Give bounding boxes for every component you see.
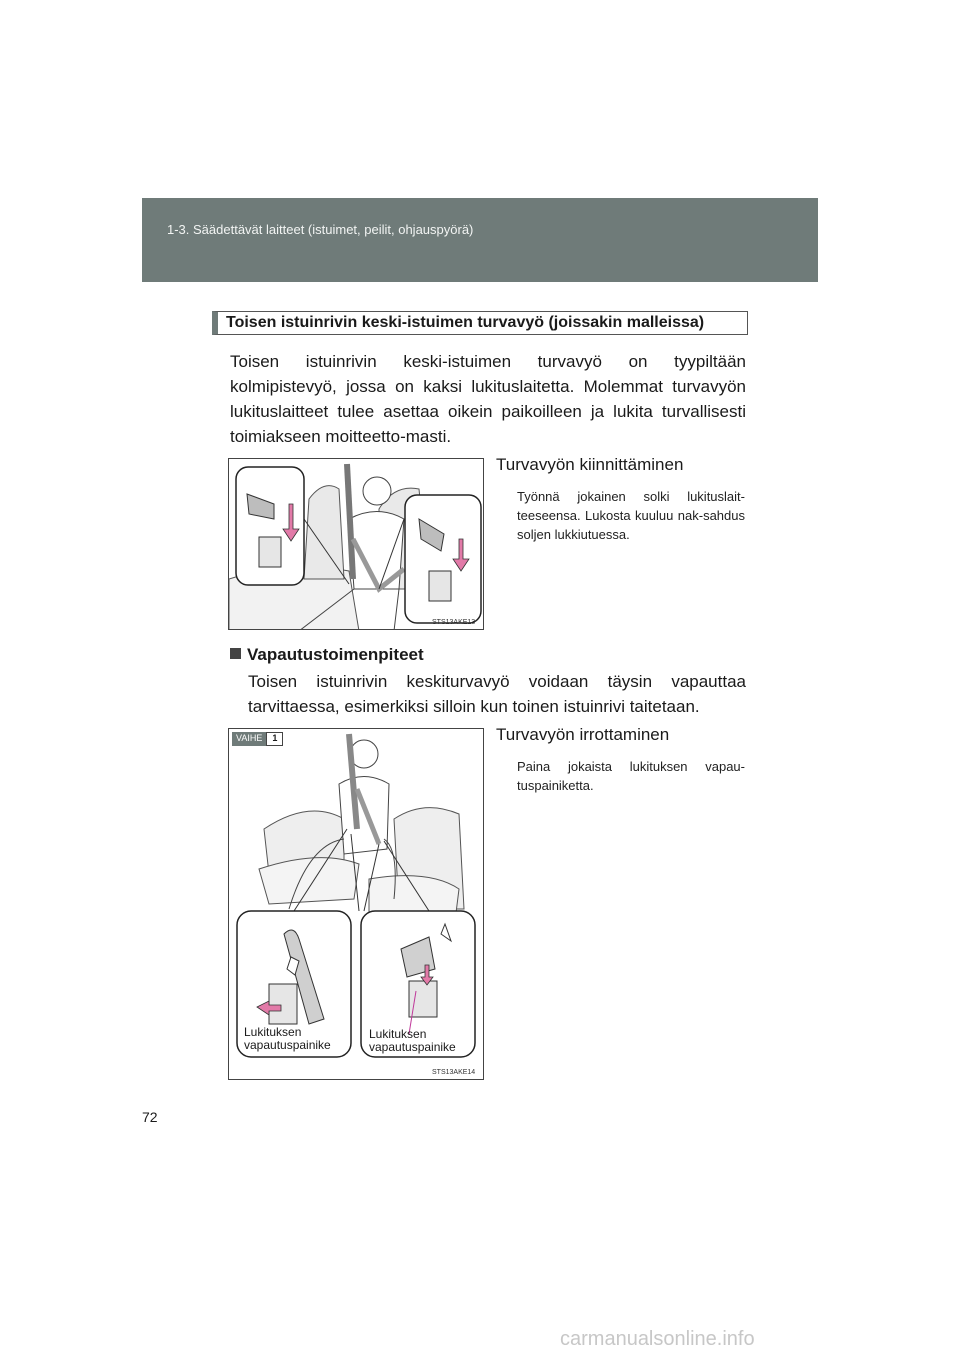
step-badge [232,732,283,746]
page-number: 72 [142,1109,158,1125]
release-step-title: Turvavyön irrottaminen [496,725,670,744]
step-badge-number: 1 [266,732,283,746]
callout-release-button-right: Lukituksen vapautuspainike [369,1027,456,1054]
release-body: Toisen istuinrivin keskiturvavyö voidaan täysin vapauttaa tarvittaessa, esimerkiksi silloin kun toinen istuinrivi taitetaan. [248,672,746,716]
section-title-bar [212,311,748,335]
section-intro: Toisen istuinrivin keski-istuimen turvavyö on tyypiltään kolmipistevyö, jossa on kaksi lukituslaitetta. Molemmat turvavyön lukituslaitteet tulee asettaa oikein paikoilleen ja lukita turvallisesti toimiakseen moitteetto-masti. [230,352,746,446]
watermark: carmanualsonline.info [560,1328,755,1350]
section-title: Toisen istuinrivin keski-istuimen turvavyö (joissakin malleissa) [226,314,705,331]
figure-code: STS13AKE14 [432,1069,476,1076]
callout-release-button-left: Lukituksen vapautuspainike [244,1025,331,1052]
figure-code: STS13AKE13 [432,619,476,626]
fastening-step-title: Turvavyön kiinnittäminen [496,455,684,474]
step-badge-label: VAIHE [232,732,266,746]
bullet-square-icon [230,648,241,659]
chapter-title: 1-3. Säädettävät laitteet (istuimet, peilit, ohjauspyörä) [167,222,474,237]
fastening-illustration [228,458,484,630]
fastening-drawing [229,459,484,630]
release-heading: Vapautustoimenpiteet [230,645,424,665]
fastening-step-description: Työnnä jokainen solki lukituslait-teeseensa. Lukosta kuuluu nak-sahdus soljen lukkiutuessa. [517,489,745,542]
release-step-description: Paina jokaista lukituksen vapau-tuspainiketta. [517,759,745,793]
chapter-header-band [142,198,818,282]
